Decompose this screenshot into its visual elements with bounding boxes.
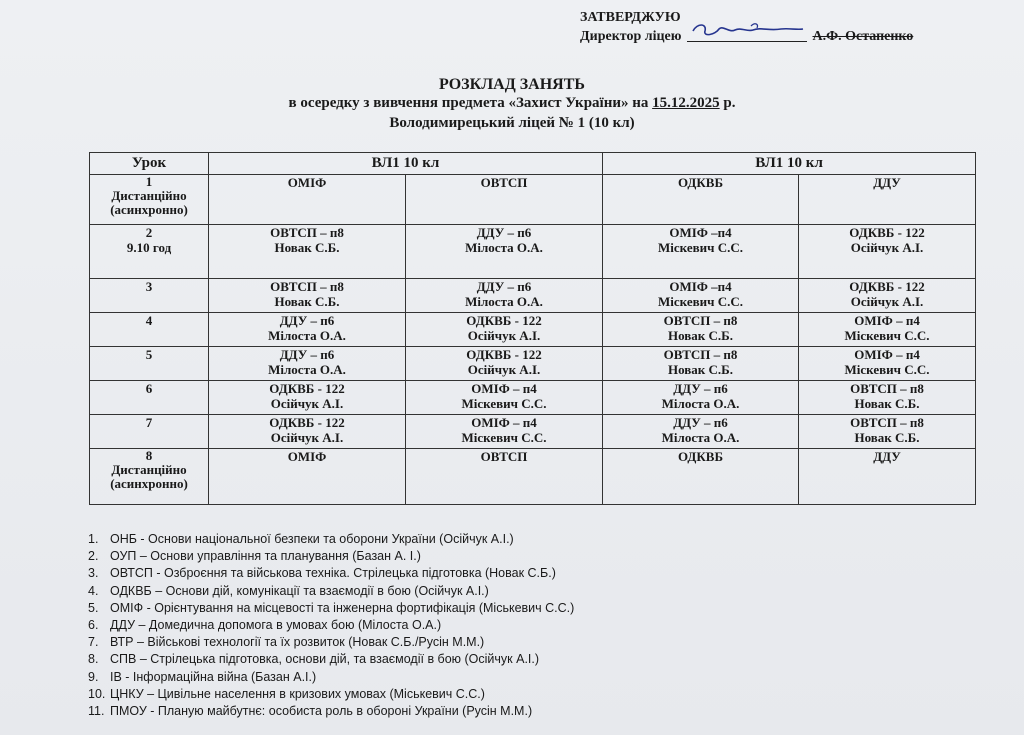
- approval-title: ЗАТВЕРДЖУЮ: [580, 10, 681, 25]
- teacher-name: Осійчук А.І.: [850, 240, 924, 255]
- teacher-name: Новак С.Б.: [854, 430, 920, 445]
- schedule-cell: [603, 225, 799, 279]
- teacher-name: Новак С.Б.: [667, 362, 734, 377]
- schedule-cell: [209, 279, 406, 313]
- subject-room: ОДКВБ - 122: [466, 313, 542, 328]
- subject-room: ДДУ – п6: [673, 381, 728, 396]
- schedule-cell: [799, 225, 976, 279]
- legend-item: [88, 686, 574, 703]
- table-row: [90, 347, 976, 381]
- legend-text: ІВ - Інформаційна війна (Базан А.І.): [110, 669, 317, 684]
- schedule-cell: [406, 347, 603, 381]
- schedule-cell: [799, 381, 976, 415]
- legend-item: [88, 600, 574, 617]
- teacher-name: Міскевич С.С.: [844, 362, 930, 377]
- subject-room: ОДКВБ - 122: [849, 279, 925, 294]
- subject-room: ОВТСП – п8: [850, 415, 924, 430]
- subject-room: ОДКВБ - 122: [466, 347, 542, 362]
- subject-room: ОМІФ – п4: [854, 347, 920, 362]
- approval-line: [580, 27, 913, 46]
- schedule-table: [89, 152, 976, 505]
- lesson-cell: 4: [90, 313, 209, 347]
- legend-number: 7.: [88, 635, 99, 650]
- subtitle-suffix: р.: [723, 95, 736, 111]
- lesson-note: (асинхронно): [110, 202, 188, 217]
- legend-number: 8.: [88, 652, 99, 667]
- school-name: Володимирецький ліцей № 1 (10 кл): [389, 115, 635, 131]
- legend-item: [88, 651, 574, 668]
- legend-item: [88, 617, 574, 634]
- header-group-1: ВЛ1 10 кл: [209, 153, 603, 175]
- teacher-name: Осійчук А.І.: [270, 430, 344, 445]
- legend-number: 9.: [88, 669, 99, 684]
- schedule-date: 15.12.2025: [652, 95, 720, 111]
- teacher-name: Осійчук А.І.: [270, 396, 344, 411]
- schedule-cell: [209, 381, 406, 415]
- subject-room: ОВТСП – п8: [270, 225, 344, 240]
- teacher-name: Міскевич С.С.: [461, 430, 547, 445]
- page-title: РОЗКЛАД ЗАНЯТЬ: [439, 76, 585, 93]
- subject-room: ОДКВБ - 122: [269, 381, 345, 396]
- legend-number: 2.: [88, 549, 99, 564]
- subject-room: ОМІФ – п4: [471, 415, 537, 430]
- legend-text: ЦНКУ – Цивільне населення в кризових умовах (Міськевич С.С.): [110, 686, 485, 701]
- subject-room: ОДКВБ - 122: [849, 225, 925, 240]
- legend-item: [88, 531, 574, 548]
- subject-room: ОДКВБ - 122: [269, 415, 345, 430]
- lesson-note: Дистанційно: [111, 188, 187, 203]
- teacher-name: Міскевич С.С.: [658, 240, 743, 255]
- schedule-cell: ДДУ: [799, 449, 976, 505]
- teacher-name: Осійчук А.І.: [850, 294, 924, 309]
- schedule-cell: [799, 415, 976, 449]
- schedule-cell: ОДКВБ: [603, 175, 799, 225]
- schedule-cell: [209, 313, 406, 347]
- signature-image: [687, 27, 807, 42]
- subject-room: ДДУ – п6: [476, 225, 532, 240]
- table-row: [90, 279, 976, 313]
- table-row: [90, 449, 976, 505]
- table-row: [90, 175, 976, 225]
- subject-room: ОМІФ –п4: [669, 279, 732, 294]
- subject-room: ОВТСП – п8: [663, 347, 738, 362]
- teacher-name: Мілоста О.А.: [661, 396, 740, 411]
- schedule-cell: [406, 381, 603, 415]
- teacher-name: Новак С.Б.: [854, 396, 920, 411]
- director-position: Директор ліцею: [580, 29, 682, 44]
- schedule-cell: ДДУ: [799, 175, 976, 225]
- legend-text: ОДКВБ – Основи дій, комунікації та взаємодії в бою (Осійчук А.І.): [110, 583, 489, 598]
- teacher-name: Осійчук А.І.: [467, 328, 541, 343]
- page-subtitle: [0, 95, 1024, 112]
- subject-room: ДДУ – п6: [279, 347, 335, 362]
- lesson-number: 2: [145, 225, 153, 240]
- abbreviations-legend: [88, 531, 574, 720]
- legend-text: ПМОУ - Планую майбутнє: особиста роль в обороні України (Русін М.М.): [110, 704, 533, 719]
- legend-number: 6.: [88, 618, 99, 633]
- schedule-cell: [209, 225, 406, 279]
- lesson-number: 1: [145, 174, 153, 189]
- legend-item: [88, 548, 574, 565]
- teacher-name: Новак С.Б.: [274, 240, 340, 255]
- legend-item: [88, 565, 574, 582]
- schedule-cell: [603, 313, 799, 347]
- teacher-name: Міскевич С.С.: [658, 294, 743, 309]
- teacher-name: Новак С.Б.: [274, 294, 340, 309]
- legend-number: 10.: [88, 686, 106, 701]
- legend-text: ДДУ – Домедична допомога в умовах бою (Мілоста О.А.): [110, 618, 442, 633]
- lesson-cell: 7: [90, 415, 209, 449]
- lesson-cell: 5: [90, 347, 209, 381]
- legend-number: 3.: [88, 566, 99, 581]
- subject-room: ДДУ – п6: [476, 279, 532, 294]
- schedule-cell: [406, 225, 603, 279]
- subject-room: ОВТСП – п8: [270, 279, 344, 294]
- lesson-note: (асинхронно): [110, 476, 188, 491]
- teacher-name: Мілоста О.А.: [661, 430, 740, 445]
- schedule-cell: ОВТСП: [406, 175, 603, 225]
- schedule-cell: [209, 415, 406, 449]
- schedule-cell: [603, 347, 799, 381]
- schedule-cell: [799, 347, 976, 381]
- legend-number: 11.: [88, 704, 105, 719]
- lesson-number: 8: [145, 448, 153, 463]
- schedule-cell: [799, 313, 976, 347]
- schedule-cell: ОМІФ: [209, 449, 406, 505]
- legend-number: 1.: [88, 532, 99, 546]
- subject-room: ОВТСП – п8: [850, 381, 924, 396]
- legend-item: [88, 669, 574, 686]
- legend-number: 4.: [88, 583, 99, 598]
- teacher-name: Мілоста О.А.: [465, 240, 543, 255]
- subject-room: ОМІФ – п4: [854, 313, 920, 328]
- legend-text: ВТР – Військові технології та їх розвиток (Новак С.Б./Русін М.М.): [110, 635, 485, 650]
- table-header-row: [90, 153, 976, 175]
- header-lesson: Урок: [90, 153, 209, 175]
- subject-room: ДДУ – п6: [279, 313, 335, 328]
- teacher-name: Мілоста О.А.: [465, 294, 543, 309]
- teacher-name: Осійчук А.І.: [467, 362, 541, 377]
- legend-item: [88, 583, 574, 600]
- schedule-cell: ОМІФ: [209, 175, 406, 225]
- legend-text: ОУП – Основи управління та планування (Базан А. І.): [110, 549, 421, 564]
- legend-number: 5.: [88, 600, 99, 615]
- legend-text: СПВ – Стрілецька підготовка, основи дій, та взаємодії в бою (Осійчук А.І.): [110, 652, 540, 667]
- table-row: [90, 415, 976, 449]
- subject-room: ОМІФ – п4: [471, 381, 537, 396]
- schedule-cell: [406, 313, 603, 347]
- lesson-cell: [90, 175, 209, 225]
- table-row: [90, 381, 976, 415]
- schedule-cell: ОДКВБ: [603, 449, 799, 505]
- legend-text: ОНБ - Основи національної безпеки та оборони України (Осійчук А.І.): [110, 532, 514, 546]
- schedule-cell: [603, 279, 799, 313]
- lesson-cell: [90, 225, 209, 279]
- subtitle-prefix: в осередку з вивчення предмета «Захист України» на: [288, 95, 649, 111]
- teacher-name: Міскевич С.С.: [844, 328, 930, 343]
- schedule-cell: ОВТСП: [406, 449, 603, 505]
- lesson-note: Дистанційно: [111, 462, 187, 477]
- teacher-name: Міскевич С.С.: [461, 396, 547, 411]
- schedule-cell: [209, 347, 406, 381]
- subject-room: ОМІФ –п4: [669, 225, 732, 240]
- teacher-name: Мілоста О.А.: [268, 362, 346, 377]
- schedule-cell: [406, 279, 603, 313]
- schedule-cell: [603, 415, 799, 449]
- lesson-cell: 6: [90, 381, 209, 415]
- legend-item: [88, 703, 574, 720]
- legend-text: ОМІФ - Орієнтування на місцевості та інженерна фортифікація (Міськевич С.С.): [110, 600, 575, 615]
- teacher-name: Новак С.Б.: [667, 328, 734, 343]
- approval-block: [580, 8, 913, 46]
- schedule-cell: [603, 381, 799, 415]
- table-row: [90, 225, 976, 279]
- director-name: А.Ф. Остапенко: [812, 29, 914, 44]
- table-row: [90, 313, 976, 347]
- lesson-cell: 3: [90, 279, 209, 313]
- teacher-name: Мілоста О.А.: [268, 328, 346, 343]
- subject-room: ДДУ – п6: [673, 415, 728, 430]
- legend-item: [88, 634, 574, 651]
- schedule-cell: [406, 415, 603, 449]
- header-group-2: ВЛ1 10 кл: [603, 153, 976, 175]
- schedule-cell: [799, 279, 976, 313]
- legend-text: ОВТСП - Озброєння та військова техніка. Стрілецька підготовка (Новак С.Б.): [110, 566, 556, 581]
- lesson-time: 9.10 год: [126, 240, 172, 255]
- lesson-cell: [90, 449, 209, 505]
- subject-room: ОВТСП – п8: [663, 313, 738, 328]
